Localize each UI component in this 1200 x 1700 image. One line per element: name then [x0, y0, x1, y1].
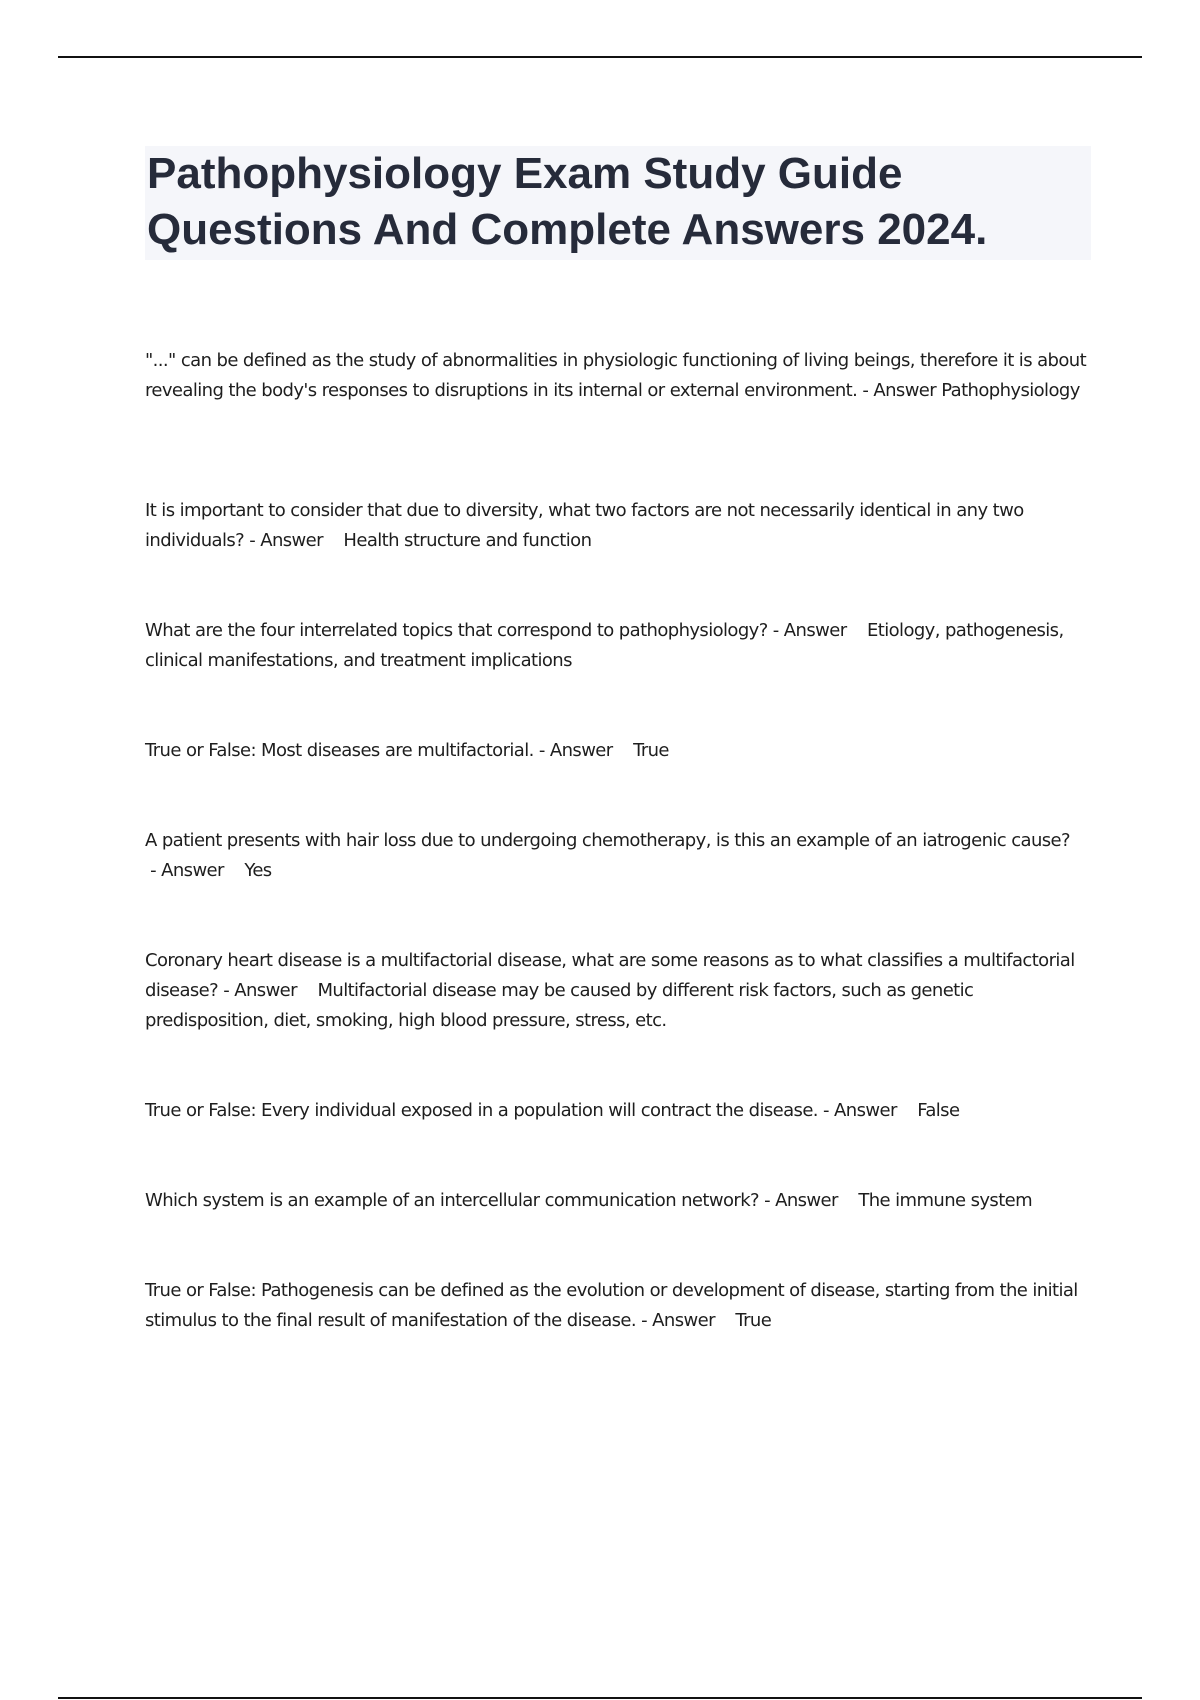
- answer-text: Yes: [244, 860, 272, 881]
- answer-marker: - Answer: [218, 980, 318, 1001]
- qa-item: [145, 616, 1095, 676]
- question-text: Coronary heart disease is a multifactorial disease, what are some reasons as to what classifies a multifactorial disease?: [145, 950, 1075, 1001]
- answer-marker: - Answer: [758, 1190, 859, 1211]
- question-text: A patient presents with hair loss due to undergoing chemotherapy, is this an example of an iatrogenic cause?: [145, 830, 1070, 851]
- answer-marker: - Answer: [145, 860, 245, 881]
- question-text: True or False: Pathogenesis can be defined as the evolution or development of disease, starting from the initial stimulus to the final result of manifestation of the disease.: [145, 1280, 1078, 1331]
- title-block: [145, 146, 1091, 260]
- answer-marker: - Answer: [636, 1310, 736, 1331]
- question-text: It is important to consider that due to diversity, what two factors are not necessarily identical in any two individuals?: [145, 500, 1024, 551]
- answer-marker: - Answer: [817, 1100, 918, 1121]
- qa-item: [145, 736, 1095, 766]
- qa-item: [145, 496, 1095, 556]
- question-text: True or False: Most diseases are multifactorial.: [145, 740, 534, 761]
- answer-text: Health structure and function: [343, 530, 592, 551]
- answer-text: Etiology, pathogenesis, clinical manifestations, and treatment implications: [145, 620, 1064, 671]
- answer-marker: - Answer: [244, 530, 344, 551]
- answer-text: Pathophysiology: [941, 380, 1080, 401]
- qa-item: [145, 1096, 1095, 1126]
- answer-text: Multifactorial disease may be caused by different risk factors, such as genetic predisposition, diet, smoking, high blood pressure, stress, etc.: [145, 980, 974, 1031]
- question-text: "..." can be defined as the study of abnormalities in physiologic functioning of living beings, therefore it is about revealing the body's responses to disruptions in its internal or external environment.: [145, 350, 1087, 401]
- question-text: Which system is an example of an intercellular communication network?: [145, 1190, 759, 1211]
- answer-text: True: [735, 1310, 772, 1331]
- answer-marker: - Answer: [767, 620, 867, 641]
- answer-marker: - Answer: [533, 740, 634, 761]
- question-text: True or False: Every individual exposed in a population will contract the disease.: [145, 1100, 818, 1121]
- bottom-divider: [58, 1697, 1142, 1699]
- answer-text: True: [633, 740, 669, 761]
- answer-text: The immune system: [858, 1190, 1033, 1211]
- qa-item: [145, 826, 1095, 886]
- top-divider: [58, 56, 1142, 58]
- answer-marker: - Answer: [857, 380, 942, 401]
- qa-item: [145, 1186, 1095, 1216]
- question-text: What are the four interrelated topics that correspond to pathophysiology?: [145, 620, 768, 641]
- qa-item: [145, 1276, 1095, 1336]
- document-title: Pathophysiology Exam Study Guide Questions And Complete Answers 2024.: [147, 149, 988, 254]
- answer-text: False: [917, 1100, 960, 1121]
- qa-item: [145, 346, 1095, 406]
- qa-item: [145, 946, 1095, 1036]
